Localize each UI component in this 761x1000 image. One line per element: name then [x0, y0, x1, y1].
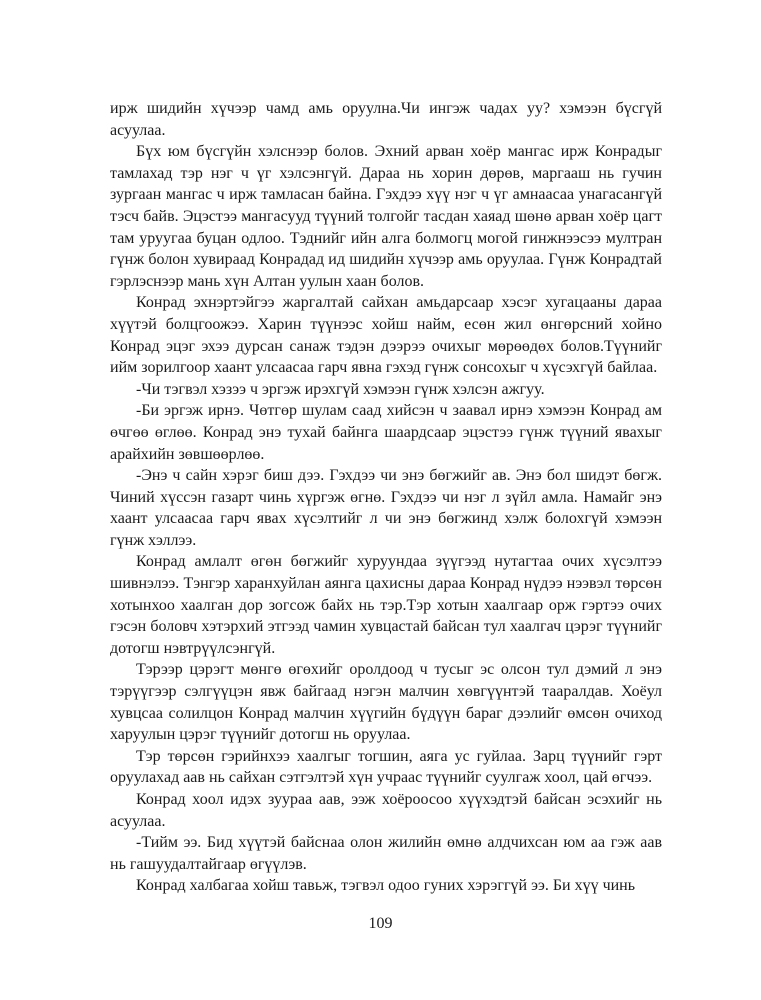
paragraph: Конрад амлалт өгөн бөгжийг хуруундаа зүүгээд нутагтаа очих хүсэлтээ шивнэлээ. Тэнгэр харанхуйлан аянга цахисны дараа Конрад нүдээ нээвэл төрсөн хотынхоо хаалган дор зогсож байх нь тэр.Тэр хотын хаалгаар орж гэртээ очих гэсэн боловч хэтэрхий этгээд чамин хувцастай байсан тул хаалгач цэрэг түүнийг дотогш нэвтрүүлсэнгүй. — [110, 553, 662, 657]
paragraph: Бүх юм бүсгүйн хэлснээр болов. Эхний арван хоёр мангас ирж Конрадыг тамлахад тэр нэг ч үг хэлсэнгүй. Дараа нь хорин дөрөв, маргааш нь гучин зургаан мангас ч ирж тамласан байна. Гэхдээ хүү нэг ч үг амнаасаа унагасангүй тэсч байв. Эцэстээ мангасууд түүний толгойг тасдан хаяад шөнө арван хоёр цагт там уруугаа буцан одлоо. Тэднийг ийн алга болмогц могой гинжнээсээ мултран гүнж болон хувираад Конрадад ид шидийн хүчээр амь оруулаа. Гүнж Конрадтай гэрлэснээр мань хүн Алтан уулын хаан болов. — [110, 143, 662, 290]
page-number: 109 — [368, 915, 393, 932]
paragraph: Конрад эхнэртэйгээ жаргалтай сайхан амьдарсаар хэсэг хугацааны дараа хүүтэй болцгоожээ. Харин түүнээс хойш найм, есөн жил өнгөрсний хойно Конрад эцэг эхээ дурсан санаж тэдэн дээрээ очихыг мөрөөдөх болов.Түүнийг ийм зорилгоор хаант улсаасаа гарч явна гэхэд гүнж сонсохыг ч хүсэхгүй байлаа. — [110, 294, 662, 377]
body-text — [110, 98, 662, 897]
paragraph: -Тийм ээ. Бид хүүтэй байснаа олон жилийн өмнө алдчихсан юм аа гэж аав нь гашуудалтайгаар өгүүлэв. — [110, 834, 662, 873]
paragraph: ирж шидийн хүчээр чамд амь оруулна.Чи ингэж чадах уу? хэмээн бүсгүй асуулаа. — [110, 100, 662, 139]
paragraph: Конрад халбагаа хойш тавьж, тэгвэл одоо гуних хэрэггүй ээ. Би хүү чинь — [136, 877, 636, 895]
paragraph: -Энэ ч сайн хэрэг биш дээ. Гэхдээ чи энэ бөгжийг ав. Энэ бол шидэт бөгж. Чиний хүссэн газарт чинь хүргэж өгнө. Гэхдээ чи нэг л зүйл амла. Намайг энэ хаант улсаасаа гарч явах хүсэлтийг л чи энэ бөгжинд хэлж болохгүй хэмээн гүнж хэллээ. — [110, 467, 662, 549]
paragraph: -Би эргэж ирнэ. Чөтгөр шулам саад хийсэн ч заавал ирнэ хэмээн Конрад ам өчгөө өглөө. Конрад энэ тухай байнга шаардсаар эцэстээ гүнж түүний явахыг арайхийн зөвшөөрлөө. — [110, 402, 662, 463]
paragraph: Тэрээр цэрэгт мөнгө өгөхийг оролдоод ч тусыг эс олсон тул дэмий л энэ тэрүүгээр сэлгүүцэн явж байгаад нэгэн малчин хөвгүүнтэй тааралдав. Хоёул хувцсаа солилцон Конрад малчин хүүгийн бүдүүн бараг дээлийг өмсөн очиход харуулын цэрэг түүнийг дотогш нь оруулаа. — [110, 661, 662, 744]
paragraph: -Чи тэгвэл хэзээ ч эргэж ирэхгүй хэмээн гүнж хэлсэн ажгуу. — [136, 380, 545, 398]
paragraph: Тэр төрсөн гэрийнхээ хаалгыг тогшин, аяга ус гуйлаа. Зарц түүнийг гэрт оруулахад аав нь сайхан сэтгэлтэй хүн учраас түүнийг суулгаж хоол, цай өгчээ. — [110, 747, 662, 787]
paragraph: Конрад хоол идэх зуураа аав, ээж хоёроосоо хүүхэдтэй байсан эсэхийг нь асуулаа. — [110, 791, 662, 830]
